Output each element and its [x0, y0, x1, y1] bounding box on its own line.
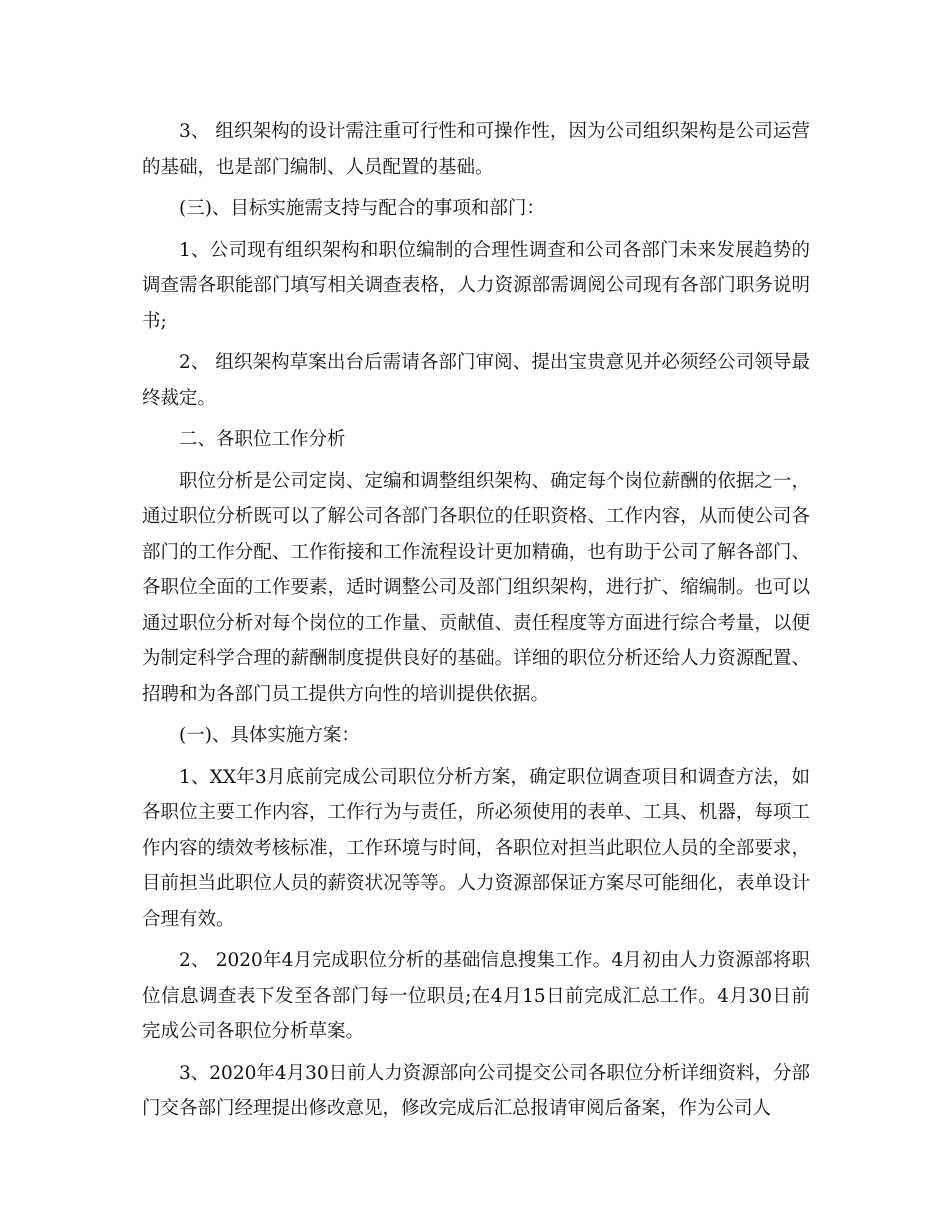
paragraph-item-1-survey: 1、公司现有组织架构和职位编制的合理性调查和公司各部门未来发展趋势的调查需各职能部门填写相关调查表格，人力资源部需调阅公司现有各部门职务说明书;	[142, 239, 810, 332]
paragraph-job-analysis-intro: 职位分析是公司定岗、定编和调整组织架构、确定每个岗位薪酬的依据之一，通过职位分析既可以了解公司各部门各职位的任职资格、工作内容，从而使公司各部门的工作分配、工作衔接和工作流程设计更加精确，也有助于公司了解各部门、各职位全面的工作要素，适时调整公司及部门组织架构，进行扩、缩编制。也可以通过职位分析对每个岗位的工作量、贡献值、责任程度等方面进行综合考量，以便为制定科学合理的薪酬制度提供良好的基础。详细的职位分析还给人力资源配置、招聘和为各部门员工提供方向性的培训提供依据。	[142, 470, 810, 705]
paragraph-plan-step-3: 3、2020年4月30日前人力资源部向公司提交公司各职位分析详细资料，分部门交各部门经理提出修改意见，修改完成后汇总报请审阅后备案，作为公司人	[142, 1062, 810, 1119]
document-body	[142, 114, 810, 1133]
paragraph-plan-step-2: 2、 2020年4月完成职位分析的基础信息搜集工作。4月初由人力资源部将职位信息调查表下发至各部门每一位职员;在4月15日前完成汇总工作。4月30日前完成公司各职位分析草案。	[142, 950, 810, 1042]
paragraph-plan-step-1: 1、XX年3月底前完成公司职位分析方案，确定职位调查项目和调查方法，如各职位主要工作内容，工作行为与责任，所必须使用的表单、工具、机器，每项工作内容的绩效考核标准，工作环境与时间，各职位对担当此职位人员的全部要求，目前担当此职位人员的薪资状况等等。人力资源部保证方案尽可能细化，表单设计合理有效。	[142, 766, 810, 930]
paragraph-item-3-feasibility: 3、 组织架构的设计需注重可行性和可操作性，因为公司组织架构是公司运营的基础，也是部门编制、人员配置的基础。	[142, 121, 810, 178]
section-heading-job-analysis: 二、各职位工作分析	[179, 429, 346, 450]
section-heading-support-departments: (三)、目标实施需支持与配合的事项和部门：	[179, 198, 545, 219]
paragraph-item-2-draft-review: 2、 组织架构草案出台后需请各部门审阅、提出宝贵意见并必须经公司领导最终裁定。	[142, 352, 810, 409]
section-heading-implementation-plan: (一)、具体实施方案：	[179, 725, 360, 746]
